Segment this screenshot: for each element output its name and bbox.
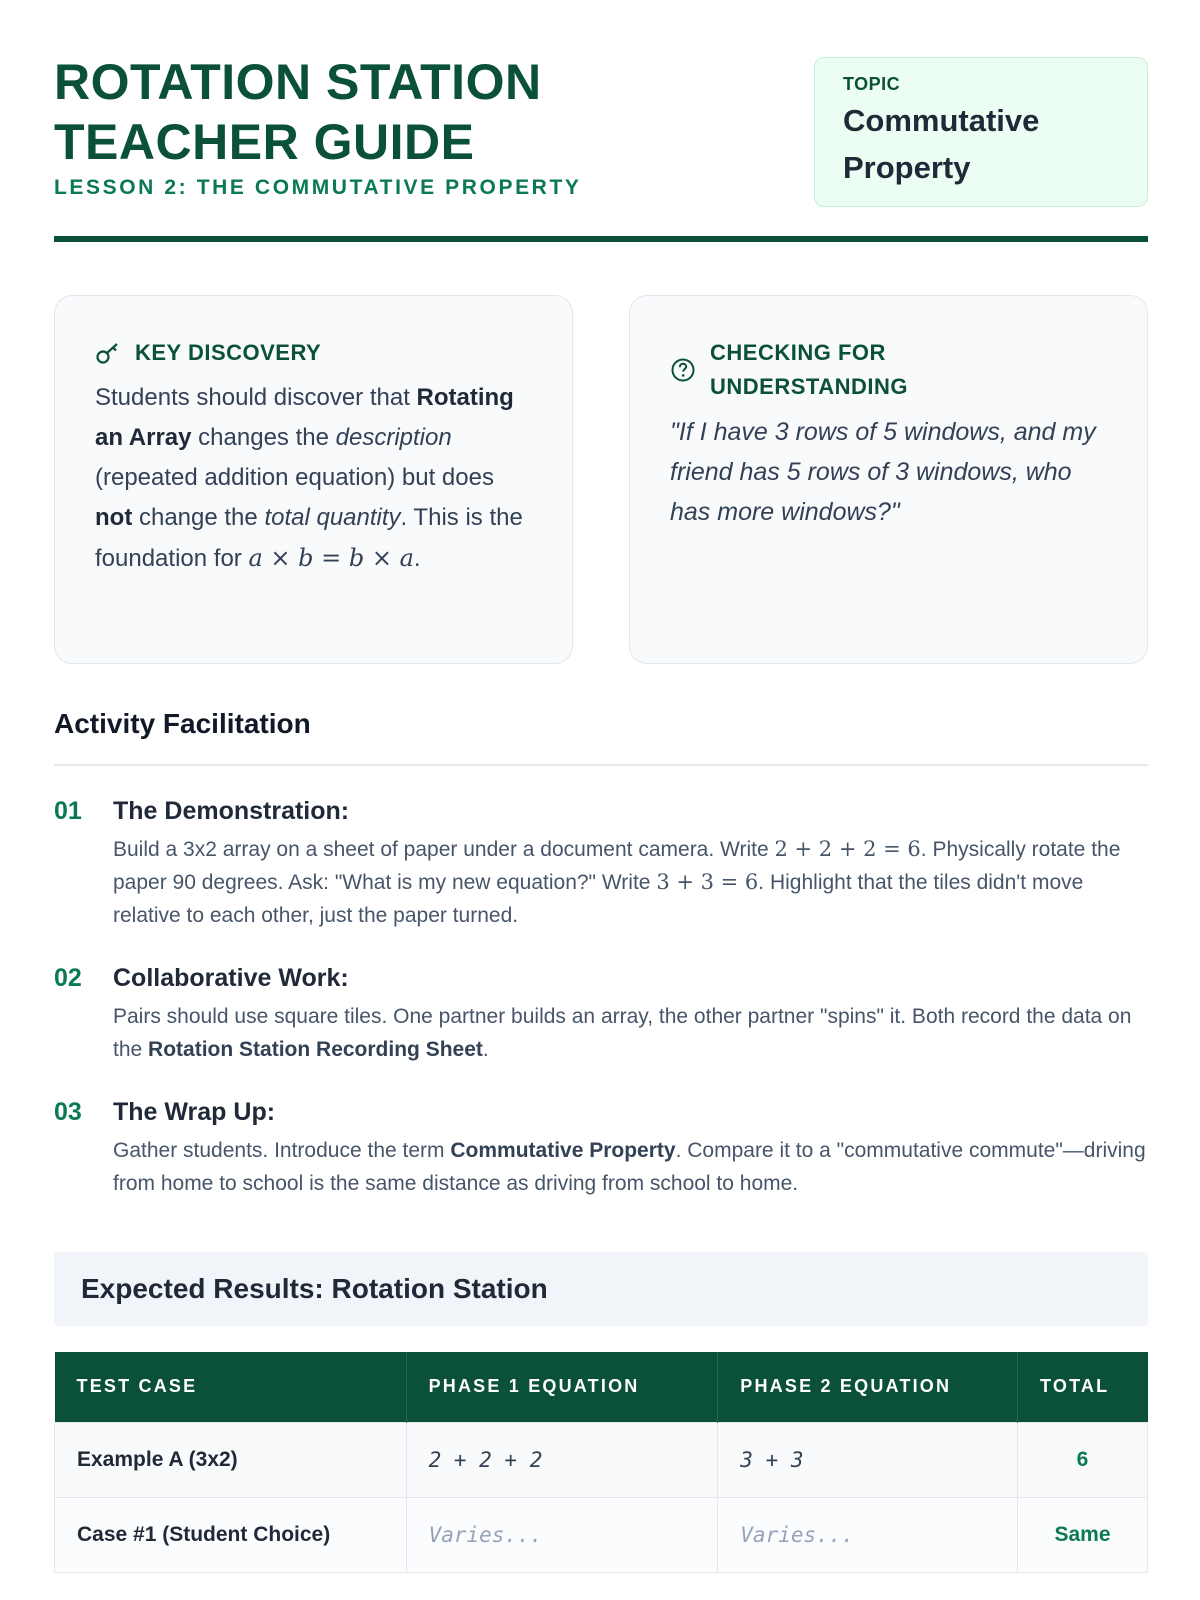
- teacher-guide-page: [54, 0, 1148, 1547]
- step-text-part: . Physically rotate the paper 90 degrees. Ask: "What is my new equation?" Write: [113, 838, 1121, 894]
- phase1-equation-cell: Varies...: [406, 1497, 718, 1572]
- column-header: PHASE 1 EQUATION: [406, 1352, 718, 1422]
- page-title: [54, 52, 542, 172]
- step-text-part: Pairs should use square tiles. One partner builds an array, the other partner "spins" it. Both record the data on the: [113, 1005, 1132, 1061]
- title-line-1: ROTATION STATION: [54, 54, 542, 110]
- total-cell: Same: [1018, 1497, 1148, 1572]
- kd-italic-total: total quantity: [264, 504, 401, 531]
- title-line-2: TEACHER GUIDE: [54, 114, 475, 170]
- checking-title-line-1: CHECKING FOR: [710, 340, 886, 365]
- checking-understanding-card: [629, 295, 1148, 664]
- column-header: PHASE 2 EQUATION: [718, 1352, 1018, 1422]
- phase1-equation-cell: 2 + 2 + 2: [406, 1422, 718, 1497]
- step-title: The Demonstration:: [113, 797, 350, 825]
- key-discovery-heading: [95, 336, 532, 370]
- kd-text-1: Students should discover that: [95, 384, 410, 411]
- step-number: 02: [54, 964, 82, 992]
- activity-section-title: Activity Facilitation: [54, 708, 311, 739]
- table-header-row: [55, 1352, 1148, 1422]
- step-number: 03: [54, 1098, 82, 1126]
- topic-line-1: Commutative: [843, 103, 1040, 138]
- step-description: [113, 1000, 1153, 1066]
- step-title: Collaborative Work:: [113, 964, 349, 992]
- step-text-part: .: [482, 1038, 489, 1061]
- key-discovery-card: [54, 295, 573, 664]
- key-discovery-title: KEY DISCOVERY: [135, 340, 322, 365]
- step-equation: 3 + 3 = 6: [656, 870, 759, 894]
- step-bold-term: Rotation Station Recording Sheet: [148, 1038, 483, 1061]
- key-discovery-text: [95, 378, 532, 579]
- column-header: TEST CASE: [55, 1352, 407, 1422]
- step-description: [113, 1134, 1153, 1200]
- total-cell: 6: [1018, 1422, 1148, 1497]
- kd-text-3: (repeated addition equation) but does: [95, 464, 494, 491]
- question-circle-icon: [670, 336, 696, 404]
- step-text-part: Build a 3x2 array on a sheet of paper under a document camera. Write: [113, 838, 769, 861]
- step-text-part: Gather students. Introduce the term: [113, 1139, 445, 1162]
- step-equation: 2 + 2 + 2 = 6: [774, 837, 921, 861]
- expected-results-header: Expected Results: Rotation Station: [54, 1252, 1148, 1326]
- test-case-cell: Example A (3x2): [55, 1422, 407, 1497]
- phase2-equation-cell: 3 + 3: [718, 1422, 1018, 1497]
- kd-text-2: changes the: [198, 424, 329, 451]
- kd-text-4: change the: [138, 504, 258, 531]
- kd-text-5: . This is the foundation for: [95, 504, 523, 572]
- kd-formula: a × b = b × a: [248, 544, 414, 572]
- step-number: 01: [54, 797, 82, 825]
- step-text-part: . Highlight that the tiles didn't move relative to each other, just the paper turned.: [113, 871, 1084, 927]
- checking-title: [710, 336, 908, 404]
- expected-results-table: [54, 1352, 1148, 1573]
- topic-line-2: Property: [843, 150, 971, 185]
- topic-value: [843, 97, 1119, 191]
- step-title: The Wrap Up:: [113, 1098, 276, 1126]
- phase2-equation-cell: Varies...: [718, 1497, 1018, 1572]
- checking-title-line-2: UNDERSTANDING: [710, 374, 908, 399]
- table-row: [55, 1422, 1148, 1497]
- column-header: TOTAL: [1018, 1352, 1148, 1422]
- section-divider: [54, 764, 1148, 766]
- topic-label: TOPIC: [843, 74, 901, 94]
- kd-bold-not: not: [95, 504, 133, 531]
- step-bold-term: Commutative Property: [450, 1139, 676, 1162]
- checking-heading: [670, 336, 1107, 404]
- kd-text-6: .: [413, 545, 421, 572]
- test-case-cell: Case #1 (Student Choice): [55, 1497, 407, 1572]
- step-description: [113, 833, 1153, 932]
- topic-card: [814, 57, 1148, 207]
- lesson-subtitle: LESSON 2: THE COMMUTATIVE PROPERTY: [54, 176, 582, 199]
- table-row: [55, 1497, 1148, 1572]
- kd-italic-description: description: [335, 424, 452, 451]
- kd-bold-rotating: Rotating an Array: [95, 384, 514, 451]
- checking-quote: "If I have 3 rows of 5 windows, and my friend has 5 rows of 3 windows, who has more windows?": [670, 418, 1096, 526]
- key-icon: [95, 336, 121, 370]
- step-text-part: . Compare it to a "commutative commute"—driving from home to school is the same distance as driving from school to home.: [113, 1139, 1146, 1195]
- header: [54, 0, 1148, 242]
